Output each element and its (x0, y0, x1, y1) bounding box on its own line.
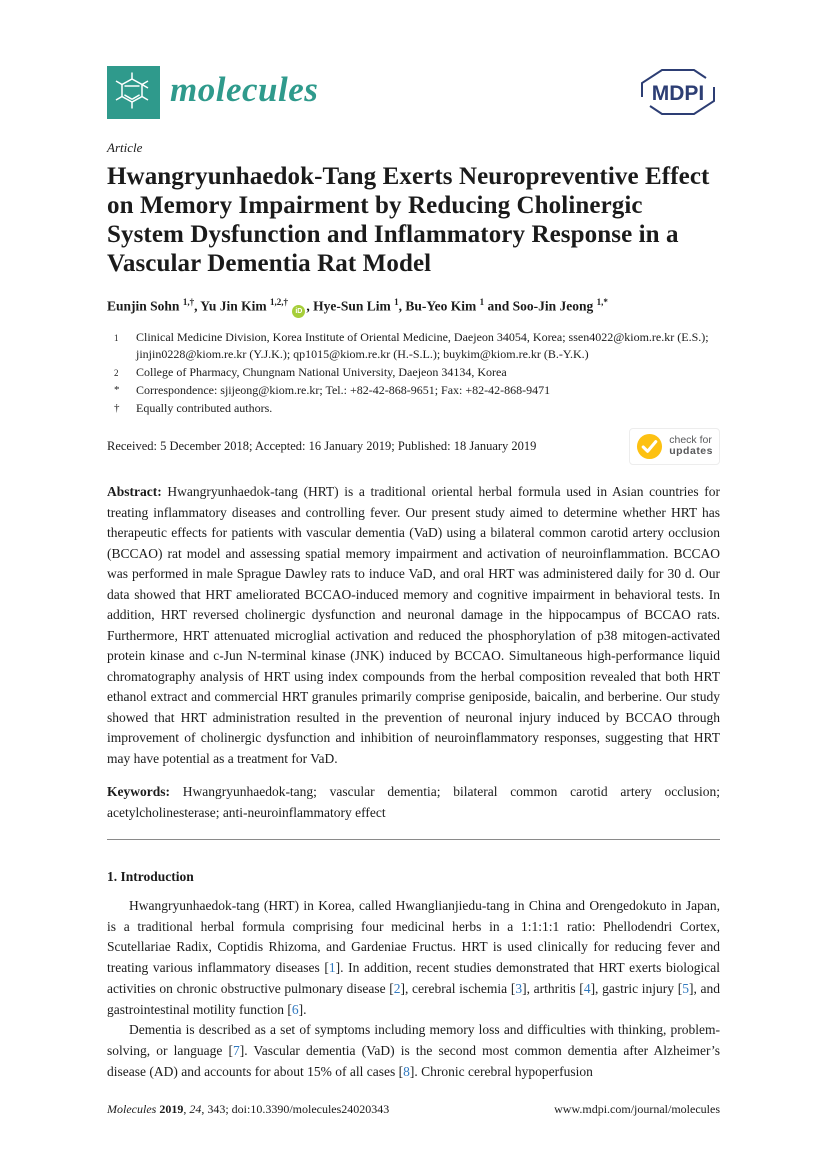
equal-contribution-item (107, 400, 720, 418)
molecules-logo-icon (107, 66, 160, 119)
abstract-text: Hwangryunhaedok-tang (HRT) is a traditional oriental herbal formula used in Asian countries for treating inflammatory diseases and controlling fever. Our present study aimed to determine whether HRT has therapeutic effects for patients with vascular dementia (VaD) using a bilateral common carotid artery occlusion (BCCAO) rat model and assessing spatial memory impairment and activation of neuroinflammation. BCCAO was performed in male Sprague Dawley rats to induce VaD, and oral HRT was administered daily for 30 d. Our data showed that HRT ameliorated BCCAO-induced memory and cognitive impairment in behavioral tests. In addition, HRT reversed cholinergic dysfunction and neuronal damage in the hippocampus of BCCAO rats. Furthermore, HRT attenuated microglial activation and reduced the phosphorylation of p38 mitogen-activated protein kinase and c-Jun N-terminal kinase (JNK) induced by BCCAO. Simultaneous high-performance liquid chromatography analysis of HRT using index compounds from the herbal composition revealed that both HRT ethanol extract and commercial HRT granules primarily comprise geniposide, baicalin, and berberine. Our study showed that HRT administration resulted in the prevention of neuronal injury induced by BCCAO through improvement of cholinergic dysfunction and inhibition of neuroinflammatory responses, suggesting that HRT may have potential as a treatment for VaD. (107, 484, 720, 766)
journal-citation-doi: Molecules 2019, 24, 343; doi:10.3390/molecules24020343 (107, 1102, 390, 1116)
citation-link[interactable]: 1 (328, 960, 336, 976)
affiliation-text: Clinical Medicine Division, Korea Institute of Oriental Medicine, Daejeon 34054, Korea; ssen4022@kiom.re.kr (E.S.); jinjin0228@kiom.re.kr (Y.J.K.); qp1015@kiom.re.kr (H.-S.L.); buykim@kiom.re.kr (B.-Y.K.) (136, 329, 709, 361)
dates-row (107, 427, 720, 465)
article-title: Hwangryunhaedok-Tang Exerts Neuropreventive Effect on Memory Impairment by Reducing Cholinergic System Dysfunction and Inflammatory Response in a Vascular Dementia Rat Model (107, 163, 710, 277)
equal-contribution-marker: † (114, 401, 120, 414)
correspondence-marker: * (114, 384, 120, 396)
affiliations (107, 329, 720, 418)
citation-link[interactable]: 2 (393, 980, 401, 996)
citation-link[interactable]: 4 (583, 980, 591, 996)
affiliation-text: College of Pharmacy, Chungnam National University, Daejeon 34134, Korea (136, 364, 507, 379)
equal-contribution-text: Equally contributed authors. (136, 400, 273, 415)
authors-line: Eunjin Sohn $^{1,\dagger}$, Yu Jin Kim $^{1,2,\dagger}$ iD , Hye-Sun Lim $^1$, Bu-Yeo Kim $^1$ and Soo-Jin Jeong $^{1,*}$ (107, 293, 720, 318)
intro-paragraph-1: Hwangryunhaedok-tang (HRT) in Korea, called Hwanglianjiedu-tang in China and Orengedokuto in Japan, is a traditional herbal formula comprising four medicinal herbs in a 1:1:1:1 ratio: Phellodendri Cortex, Scutellariae Radix, Coptidis Rhizoma, and Gardeniae Fructus. HRT is used clinically for reducing fever and treating various inflammatory diseases [1]. In addition, recent studies demonstrated that HRT exerts biological activities on chronic obstructive pulmonary disease [2], cerebral ischemia [3], arthritis [4], gastric injury [5], and gastrointestinal motility function [6]. (107, 898, 720, 1017)
affiliation-marker: 2 (114, 367, 119, 378)
article-type-label: Article (107, 140, 143, 155)
citation-link[interactable]: 3 (515, 980, 523, 996)
orcid-icon[interactable]: iD (292, 305, 305, 318)
affiliation-item (107, 329, 720, 364)
journal-url-link[interactable]: www.mdpi.com/journal/molecules (554, 1102, 720, 1116)
check-badge-line1: check for (669, 433, 712, 446)
affiliation-marker: 1 (114, 332, 119, 343)
abstract-label: Abstract: (107, 484, 162, 499)
mdpi-wordmark: MDPI (651, 82, 705, 105)
masthead (107, 64, 720, 120)
journal-name: molecules (170, 69, 319, 109)
journal-logo (107, 66, 318, 119)
correspondence-item (107, 382, 720, 400)
crossmark-check-icon (636, 433, 663, 460)
section-heading-introduction: 1. Introduction (107, 869, 194, 884)
check-badge-text (669, 435, 713, 458)
check-for-updates-badge[interactable] (629, 428, 720, 465)
check-badge-line2: updates (669, 445, 713, 457)
section-divider (107, 839, 720, 840)
mdpi-logo-icon (636, 67, 720, 117)
correspondence-text: Correspondence: sjijeong@kiom.re.kr; Tel.: +82-42-868-9651; Fax: +82-42-868-9471 (136, 383, 551, 397)
received-accepted-published: Received: 5 December 2018; Accepted: 16 January 2019; Published: 18 January 2019 (107, 438, 537, 453)
page-footer (107, 1102, 720, 1117)
keywords-text: Hwangryunhaedok-tang; vascular dementia; bilateral common carotid artery occlusion; acetylcholinesterase; anti-neuroinflammatory effect (107, 784, 721, 820)
citation-link[interactable]: 8 (403, 1063, 410, 1079)
intro-paragraph-2: Dementia is described as a set of symptoms including memory loss and difficulties with thinking, problem-solving, or language [7]. Vascular dementia (VaD) is the second most common dementia after Alzheimer’s disease (AD) and accounts for about 15% of all cases [8]. Chronic cerebral hypoperfusion (107, 1022, 720, 1079)
citation-link[interactable]: 7 (232, 1042, 240, 1058)
citation-link[interactable]: 5 (682, 980, 689, 996)
citation-link[interactable]: 6 (291, 1001, 299, 1017)
keywords-label: Keywords: (107, 784, 170, 799)
abstract (107, 482, 720, 769)
keywords (107, 782, 720, 823)
affiliation-item (107, 364, 720, 383)
